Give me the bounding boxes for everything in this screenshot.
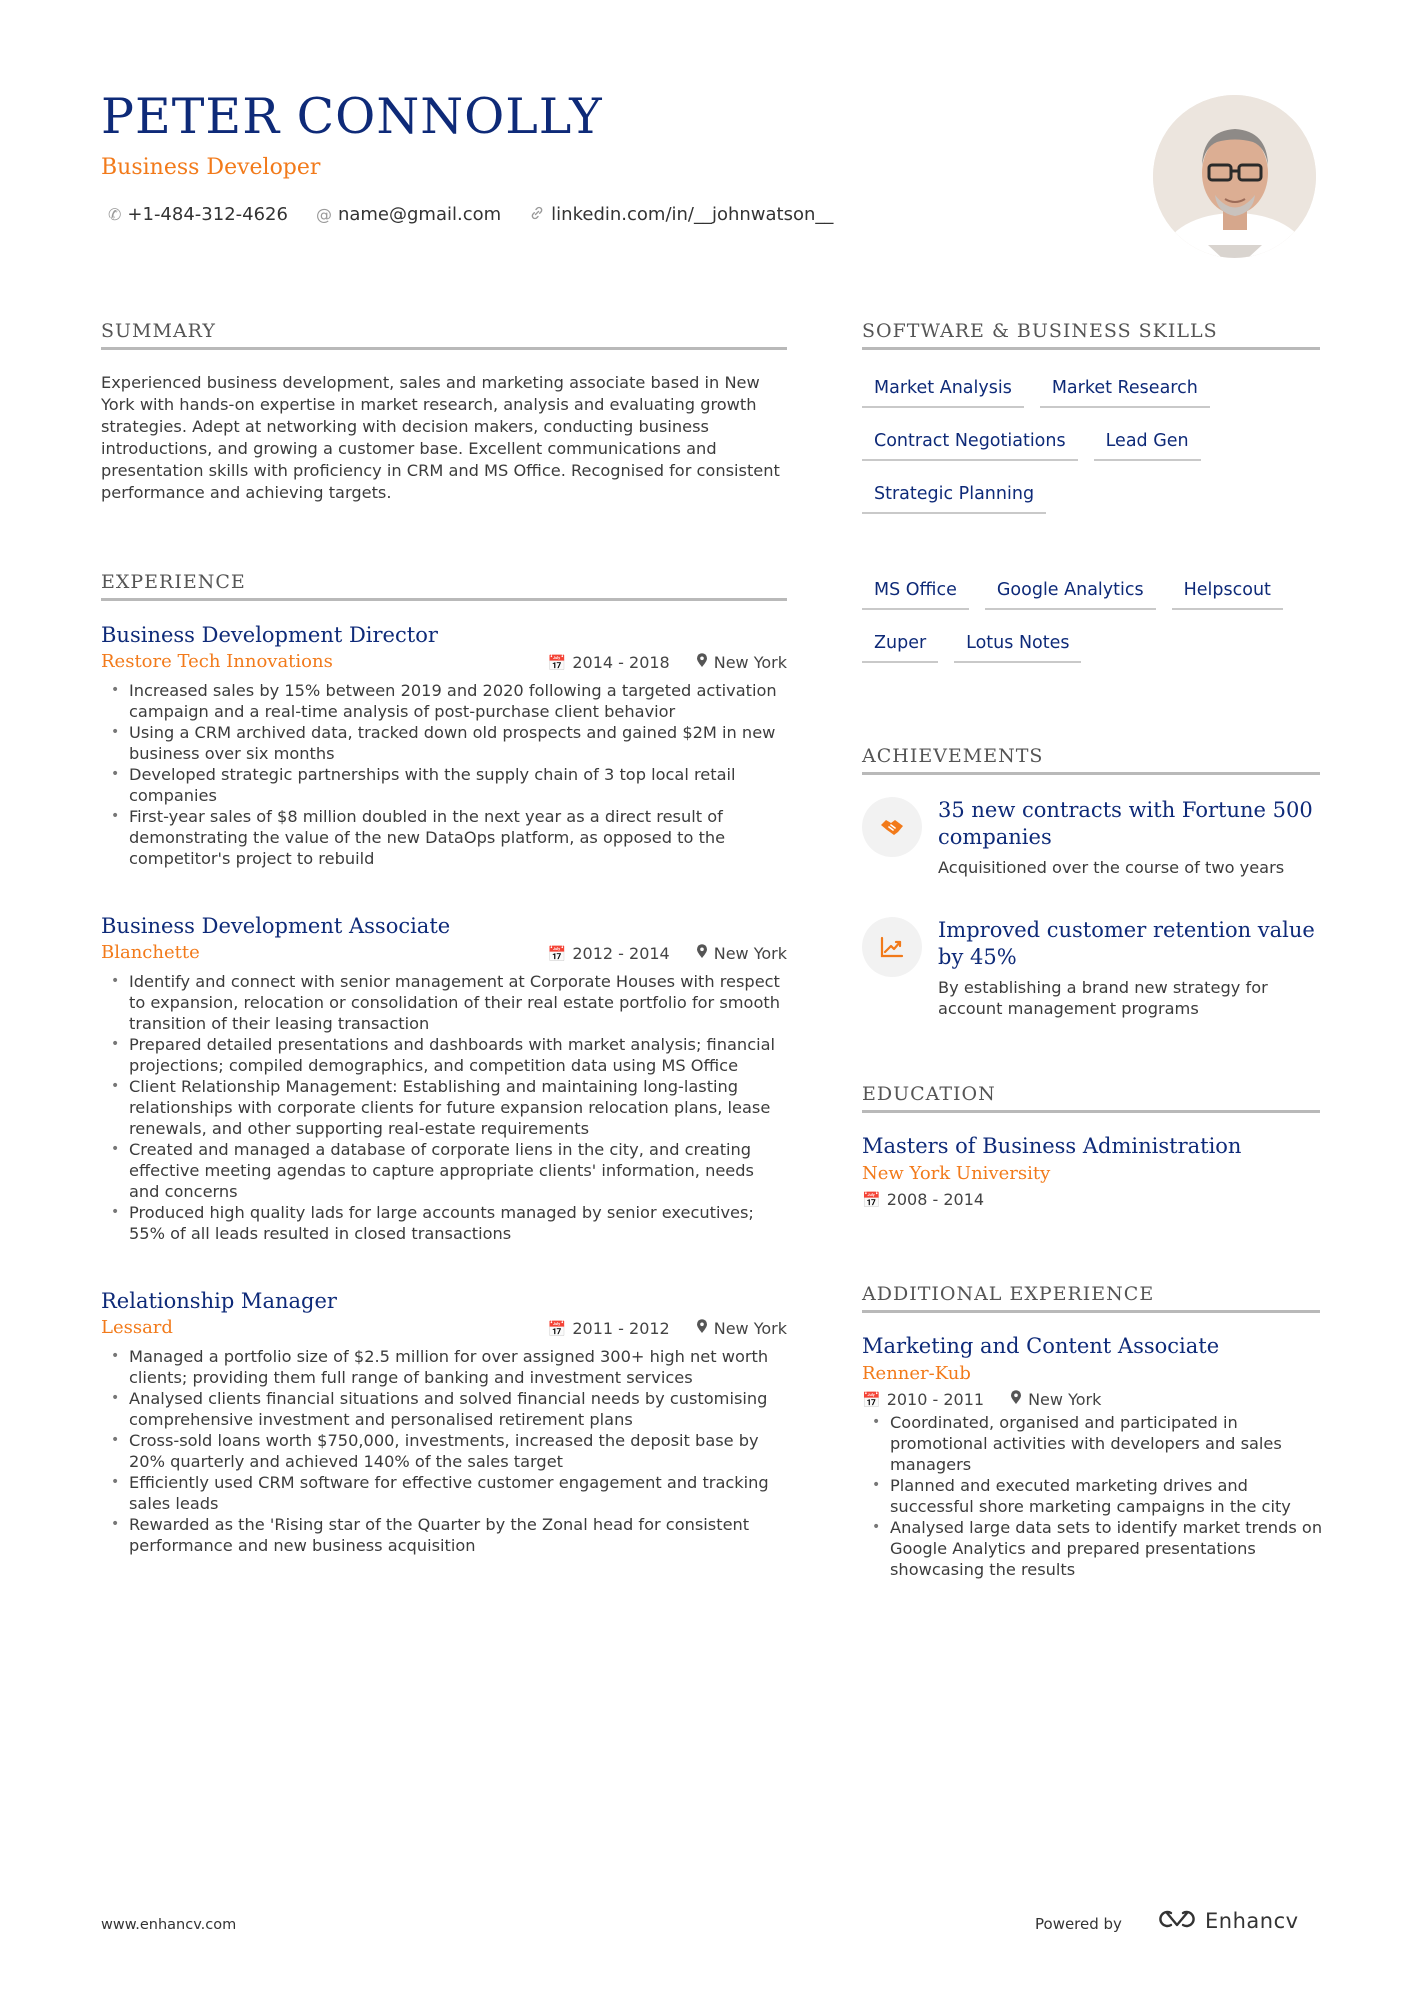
achievements-heading: ACHIEVEMENTS [862, 745, 1320, 775]
phone-text: +1-484-312-4626 [127, 204, 288, 225]
business-skills [862, 378, 1322, 537]
profile-photo [1153, 95, 1316, 258]
list-item: • Analysed large data sets to identify market trends on Google Analytics and prepared presentations showcasing the results [862, 1517, 1324, 1580]
footer-powered-by: Powered by [1035, 1915, 1122, 1933]
education-dates-row [862, 1190, 1324, 1209]
skill-tag: MS Office [862, 580, 969, 610]
candidate-name: PETER CONNOLLY [101, 88, 603, 145]
skill-tag: Strategic Planning [862, 484, 1046, 514]
job-meta [101, 1315, 787, 1343]
calendar-icon: 📅 [547, 944, 567, 963]
email-text: name@gmail.com [337, 204, 502, 225]
list-item: • Coordinated, organised and participated in promotional activities with developers and sales managers [862, 1412, 1324, 1475]
list-item: • Identify and connect with senior management at Corporate Houses with respect to expansion, relocation or consolidation of their real estate portfolio for smooth transition of their leasing transaction [101, 971, 787, 1034]
software-skills [862, 580, 1322, 686]
job-title: Business Development Associate [101, 914, 451, 938]
skill-tag: Lotus Notes [954, 633, 1081, 663]
degree-title: Masters of Business Administration [862, 1134, 1242, 1158]
skill-tag: Contract Negotiations [862, 431, 1078, 461]
job-entry [101, 621, 787, 869]
job-entry [101, 1287, 787, 1556]
candidate-role: Business Developer [101, 155, 321, 180]
list-item: • Managed a portfolio size of $2.5 million for over assigned 300+ high net worth clients; providing them full range of banking and investment services [101, 1346, 787, 1388]
job-location: New York [713, 653, 787, 672]
skill-tag: Market Research [1040, 378, 1210, 408]
achievement-desc: By establishing a brand new strategy for account management programs [938, 978, 1268, 1018]
job-meta [101, 649, 787, 677]
contact-row [108, 204, 861, 225]
calendar-icon: 📅 [862, 1190, 881, 1209]
footer-url[interactable]: www.enhancv.com [101, 1917, 237, 1933]
job-company: Blanchette [101, 942, 200, 963]
job-dates: 2014 - 2018 [572, 653, 670, 672]
job-entry [101, 912, 787, 1244]
summary-heading: SUMMARY [101, 320, 787, 350]
footer-brand: Enhancv [1205, 1909, 1299, 1933]
contact-phone[interactable] [108, 204, 288, 225]
skill-tag: Lead Gen [1094, 431, 1201, 461]
summary-text: Experienced business development, sales and marketing associate based in New York with hands-on expertise in market research, analysis and evaluating growth strategies. Adept at networking with decision makers, conducting business introductions, and growing a customer base. Excellent communications and presentation skills with proficiency in CRM and MS Office. Recognised for consistent performance and achieving targets. [101, 373, 780, 502]
skill-tag: Zuper [862, 633, 938, 663]
contact-email[interactable] [316, 204, 501, 225]
additional-entry [862, 1332, 1324, 1580]
additional-dates: 2010 - 2011 [886, 1390, 985, 1409]
trend-up-icon [862, 917, 922, 977]
handshake-icon [862, 797, 922, 857]
location-pin-icon [696, 1319, 708, 1338]
list-item: • Increased sales by 15% between 2019 and 2020 following a targeted activation campaign and a real-time analysis of post-purchase client behavior [101, 680, 787, 722]
contact-linkedin[interactable] [529, 204, 833, 225]
phone-icon: ✆ [108, 205, 122, 224]
additional-bullets [862, 1412, 1324, 1580]
enhancv-logo-icon [1155, 1908, 1199, 1934]
list-item: • Using a CRM archived data, tracked down old prospects and gained $2M in new business over six months [101, 722, 787, 764]
job-company: Lessard [101, 1317, 173, 1338]
education-entry [862, 1132, 1324, 1209]
calendar-icon: 📅 [862, 1390, 881, 1409]
job-bullets [101, 971, 787, 1244]
at-icon: @ [315, 205, 332, 224]
achievement-title: Improved customer retention value by 45% [938, 918, 1315, 969]
job-dates: 2012 - 2014 [572, 944, 670, 963]
list-item: • Cross-sold loans worth $750,000, investments, increased the deposit base by 20% quarterly and achieved 140% of the sales target [101, 1430, 787, 1472]
footer-logo[interactable] [1155, 1908, 1299, 1934]
additional-heading: ADDITIONAL EXPERIENCE [862, 1283, 1320, 1313]
skill-tag: Google Analytics [985, 580, 1156, 610]
job-location: New York [713, 944, 787, 963]
achievement-title: 35 new contracts with Fortune 500 companies [938, 798, 1313, 849]
skill-tag: Market Analysis [862, 378, 1024, 408]
job-title: Relationship Manager [101, 1289, 337, 1313]
experience-heading: EXPERIENCE [101, 571, 787, 601]
job-date-location [548, 653, 787, 672]
job-date-location [548, 1319, 787, 1338]
skill-tag: Helpscout [1172, 580, 1283, 610]
list-item: • Prepared detailed presentations and dashboards with market analysis; financial projections; compiled demographics, and competition data using MS Office [101, 1034, 787, 1076]
location-pin-icon [696, 653, 708, 672]
additional-company: Renner-Kub [862, 1363, 971, 1384]
linkedin-text: linkedin.com/in/__johnwatson__ [551, 204, 834, 225]
achievement-desc: Acquisitioned over the course of two years [938, 858, 1285, 877]
school-name: New York University [862, 1163, 1051, 1184]
list-item: • Produced high quality lads for large accounts managed by senior executives; 55% of all leads resulted in closed transactions [101, 1202, 787, 1244]
job-bullets [101, 680, 787, 869]
list-item: • First-year sales of $8 million doubled in the next year as a direct result of demonstrating the value of the new DataOps platform, as opposed to the competitor's project to rebuild [101, 806, 787, 869]
job-title: Business Development Director [101, 623, 438, 647]
job-dates: 2011 - 2012 [572, 1319, 670, 1338]
achievement-item [862, 917, 1324, 1019]
list-item: • Client Relationship Management: Establishing and maintaining long-lasting relationships with corporate clients for future expansion relocation plans, lease renewals, and other supporting real-estate requirements [101, 1076, 787, 1139]
job-date-location [548, 944, 787, 963]
job-location: New York [713, 1319, 787, 1338]
list-item: • Created and managed a database of corporate liens in the city, and creating effective meeting agendas to capture appropriate clients' information, needs and concerns [101, 1139, 787, 1202]
location-pin-icon [1010, 1390, 1022, 1409]
calendar-icon: 📅 [547, 1319, 567, 1338]
additional-title: Marketing and Content Associate [862, 1334, 1220, 1358]
calendar-icon: 📅 [547, 653, 567, 672]
education-heading: EDUCATION [862, 1083, 1320, 1113]
list-item: • Efficiently used CRM software for effective customer engagement and tracking sales leads [101, 1472, 787, 1514]
list-item: • Developed strategic partnerships with the supply chain of 3 top local retail companies [101, 764, 787, 806]
list-item: • Rewarded as the 'Rising star of the Quarter by the Zonal head for consistent performance and new business acquisition [101, 1514, 787, 1556]
location-pin-icon [696, 944, 708, 963]
job-company: Restore Tech Innovations [101, 651, 333, 672]
link-icon [529, 205, 545, 225]
education-dates: 2008 - 2014 [886, 1190, 985, 1209]
list-item: • Analysed clients financial situations and solved financial needs by customising comprehensive investment and personalised retirement plans [101, 1388, 787, 1430]
additional-location: New York [1028, 1390, 1102, 1409]
additional-meta [862, 1390, 1324, 1409]
achievement-item [862, 797, 1324, 878]
job-bullets [101, 1346, 787, 1556]
skills-heading: SOFTWARE & BUSINESS SKILLS [862, 320, 1320, 350]
list-item: • Planned and executed marketing drives and successful shore marketing campaigns in the city [862, 1475, 1324, 1517]
job-meta [101, 940, 787, 968]
